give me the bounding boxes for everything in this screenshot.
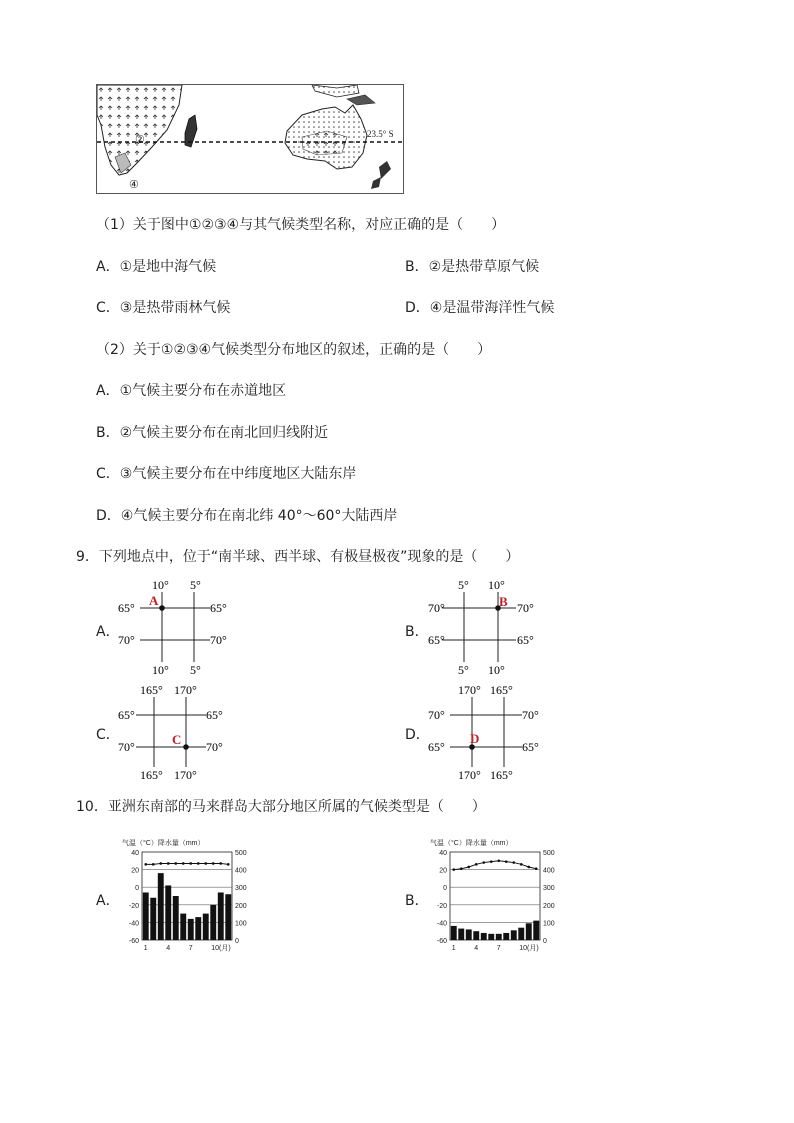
option-text: ②气候主要分布在南北回归线附近 [119,425,329,441]
q8-sub2-option-a[interactable] [96,380,286,400]
temperature-point [482,861,485,864]
left-bottom-label: 70° [118,740,135,754]
temp-tick-label: -20 [128,902,139,910]
bottom-left-label: 170° [458,768,481,781]
precip-tick-label: 500 [235,850,247,857]
precip-tick-label: 300 [235,885,247,893]
precip-bar [466,929,472,940]
precip-tick-label: 100 [235,920,247,928]
temp-tick-label: -60 [128,938,139,945]
point-label: C [172,732,182,747]
left-top-label: 70° [428,708,445,722]
month-tick-label: 7 [188,945,193,952]
precip-bar [473,931,479,940]
right-top-label: 65° [210,601,227,615]
precip-tick-label: 100 [543,920,555,928]
q8-sub1-option-c[interactable] [96,297,230,317]
month-tick-label: 10(月) [211,945,231,952]
q9-option-d-label[interactable]: D． [405,727,430,743]
option-text: ④气候主要分布在南北纬 40°～60°大陆西岸 [120,508,398,524]
chart-header: 气温（°C）降水量（mm） [430,840,513,847]
temp-tick-label: -40 [436,920,447,928]
top-left-label: 170° [458,683,481,697]
left-top-label: 65° [118,601,135,615]
temperature-point [490,860,493,863]
precip-tick-label: 0 [235,938,239,945]
temperature-point [227,863,230,866]
option-label: A． [96,259,120,275]
africa-shape [97,85,182,175]
top-left-label: 10° [152,578,169,592]
right-top-label: 70° [522,708,539,722]
precip-tick-label: 500 [543,850,555,857]
option-label: C． [96,300,120,316]
precip-bar [158,873,164,940]
q9-option-a-label[interactable]: A． [96,624,120,640]
bottom-right-label: 10° [488,663,505,676]
temp-tick-label: 40 [131,850,139,857]
climate-chart-a[interactable] [120,836,260,958]
precip-tick-label: 200 [235,902,247,910]
temperature-line [146,863,229,864]
bottom-right-label: 165° [490,768,513,781]
top-left-label: 165° [140,683,163,697]
temperature-point [219,862,222,865]
precip-bar [533,921,539,940]
map-drawing [97,85,403,193]
precip-tick-label: 400 [543,867,555,875]
q8-sub2-option-d[interactable] [96,505,397,525]
point-label: B [499,594,508,609]
left-top-label: 65° [118,708,135,722]
q8-sub1-stem: （1）关于图中①②③④与其气候类型名称，对应正确的是（ ） [96,217,506,233]
bottom-left-label: 165° [140,768,163,781]
q9-grid-d[interactable] [428,683,558,781]
temperature-point [182,862,185,865]
temp-tick-label: -20 [436,902,447,910]
top-left-label: 5° [458,578,469,592]
temperature-point [452,868,455,871]
temperature-point [475,863,478,866]
top-right-label: 10° [488,578,505,592]
q9-grid-b[interactable] [428,578,548,676]
temperature-point [204,862,207,865]
temperature-point [167,862,170,865]
temperature-point [212,862,215,865]
temp-tick-label: -60 [436,938,447,945]
precip-bar [488,934,494,940]
bottom-right-label: 170° [174,768,197,781]
temperature-point [505,860,508,863]
q8-sub1-option-d[interactable] [405,297,554,317]
left-bottom-label: 70° [118,633,135,647]
option-label: C． [96,466,120,482]
month-tick-label: 4 [474,945,479,952]
precip-tick-label: 400 [235,867,247,875]
precip-bar [210,905,216,940]
temp-tick-label: 0 [135,885,139,893]
temperature-point [520,863,523,866]
temp-tick-label: 20 [439,867,447,875]
q10-option-b-label[interactable]: B． [405,893,429,909]
precip-tick-label: 0 [543,938,547,945]
option-text: ①气候主要分布在赤道地区 [119,383,287,399]
climate-map [96,84,404,194]
precip-bar [180,914,186,940]
right-bottom-label: 70° [206,740,223,754]
q10-option-a-label[interactable]: A． [96,893,120,909]
precip-bar [143,892,149,940]
right-bottom-label: 70° [210,633,227,647]
temperature-point [159,862,162,865]
precip-bar [225,894,231,940]
left-bottom-label: 65° [428,633,445,647]
point-label: D [470,731,480,746]
precip-bar [451,926,457,940]
precip-tick-label: 300 [543,885,555,893]
precip-bar [165,885,171,940]
temperature-point [527,866,530,869]
precip-bar [511,930,517,940]
temperature-point [144,863,147,866]
temp-tick-label: -40 [128,920,139,928]
precip-bar [526,923,532,940]
option-label: D． [405,300,430,316]
q9-option-c-label[interactable]: C． [96,727,120,743]
precip-bar [173,896,179,940]
precip-bar [188,919,194,940]
temperature-point [460,867,463,870]
q9-grid-a[interactable] [118,578,238,676]
top-right-label: 165° [490,683,513,697]
temp-tick-label: 40 [439,850,447,857]
temperature-point [152,863,155,866]
q8-sub2-option-b[interactable] [96,422,328,442]
right-bottom-label: 65° [517,633,534,647]
option-text: ①是地中海气候 [119,259,217,275]
q8-sub2-option-c[interactable] [96,463,356,483]
q9-option-b-label[interactable]: B． [405,624,429,640]
precip-bar [496,934,502,940]
climate-chart-b[interactable] [428,836,568,958]
marker-4: ④ [129,179,139,191]
right-top-label: 70° [517,601,534,615]
month-tick-label: 4 [166,945,171,952]
top-right-label: 170° [174,683,197,697]
option-text: ②是热带草原气候 [428,259,540,275]
temperature-point [467,866,470,869]
precip-bar [150,898,156,940]
precip-bar [203,914,209,940]
temperature-point [535,867,538,870]
precip-bar [518,928,524,940]
temperature-point [189,862,192,865]
left-top-label: 70° [428,601,445,615]
left-bottom-label: 65° [428,740,445,754]
temperature-point [197,862,200,865]
month-tick-label: 1 [451,945,456,952]
option-label: A． [96,383,120,399]
temperature-point [512,861,515,864]
option-text: ④是温带海洋性气候 [429,300,555,316]
q8-sub1-option-b[interactable] [405,256,539,276]
q8-sub2-stem: （2）关于①②③④气候类型分布地区的叙述，正确的是（ ） [96,342,492,358]
bottom-left-label: 5° [458,663,469,676]
month-tick-label: 1 [143,945,148,952]
q9-stem: 9．下列地点中，位于“南半球、西半球、有极昼极夜”现象的是（ ） [76,549,520,565]
precip-tick-label: 200 [543,902,555,910]
option-label: D． [96,508,121,524]
temperature-point [497,860,500,863]
q10-stem: 10．亚洲东南部的马来群岛大部分地区所属的气候类型是（ ） [76,799,486,815]
month-tick-label: 10(月) [519,945,539,952]
q8-sub1-option-a[interactable] [96,256,216,276]
marker-2: ② [135,134,145,146]
right-top-label: 65° [206,708,223,722]
option-text: ③气候主要分布在中纬度地区大陆东岸 [119,466,357,482]
option-label: B． [96,425,120,441]
precip-bar [218,892,224,940]
precip-bar [195,917,201,940]
tropic-label: 23.5° S [367,129,394,139]
point-label: A [149,593,159,608]
right-bottom-label: 65° [522,740,539,754]
temperature-line [454,861,537,870]
option-text: ③是热带雨林气候 [119,300,231,316]
temp-tick-label: 0 [443,885,447,893]
q9-grid-c[interactable] [118,683,248,781]
precip-bar [503,933,509,940]
precip-bar [481,933,487,940]
temperature-point [174,862,177,865]
top-right-label: 5° [190,578,201,592]
bottom-right-label: 5° [190,663,201,676]
month-tick-label: 7 [496,945,501,952]
option-label: B． [405,259,429,275]
bottom-left-label: 10° [152,663,169,676]
chart-header: 气温（°C）降水量（mm） [122,840,205,847]
precip-bar [458,929,464,940]
temp-tick-label: 20 [131,867,139,875]
